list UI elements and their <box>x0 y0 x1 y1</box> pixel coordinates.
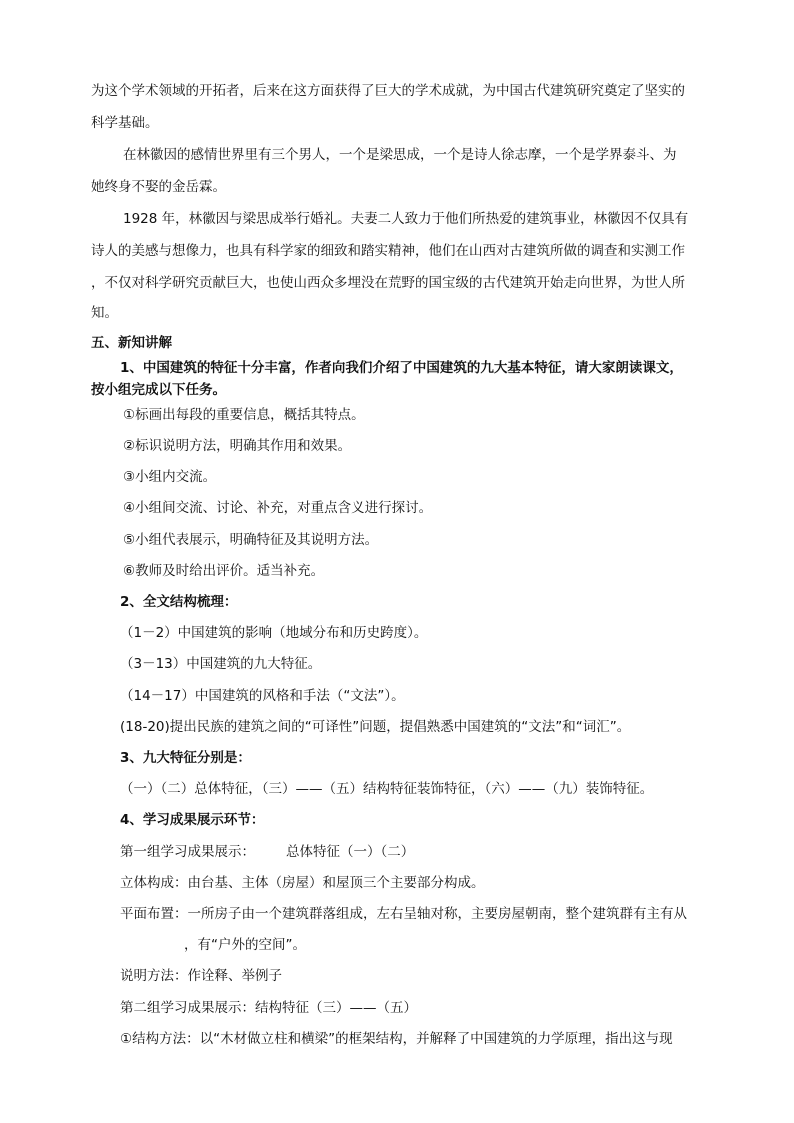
item3-heading: 3、九大特征分别是： <box>120 750 251 766</box>
task-item: ②标识说明方法，明确其作用和效果。 <box>123 438 352 454</box>
structure-method-line: ①结构方法：以“木材做立柱和横梁”的框架结构，并解释了中国建筑的力学原理，指出这与现 <box>120 1031 673 1047</box>
plan-line-2: ，有“户外的空间”。 <box>184 937 306 953</box>
intro-line-2: 科学基础。 <box>91 115 159 131</box>
item2-heading: 2、全文结构梳理： <box>120 594 238 610</box>
para-men-line-1: 在林徽因的感情世界里有三个男人，一个是梁思成，一个是诗人徐志摩，一个是学界泰斗、为 <box>123 147 677 163</box>
group1-value: 总体特征（一）（二） <box>286 844 415 860</box>
group2-line: 第二组学习成果展示：结构特征（三）——（五） <box>120 1000 417 1016</box>
method-line: 说明方法：作诠释、举例子 <box>120 968 282 984</box>
structure-item: （14－17）中国建筑的风格和手法（“文法”）。 <box>120 688 405 704</box>
group1-label: 第一组学习成果展示： <box>120 844 255 860</box>
item1-line-2: 按小组完成以下任务。 <box>91 382 226 398</box>
task-item: ③小组内交流。 <box>123 469 217 485</box>
para-1928-line-2: 诗人的美感与想像力，也具有科学家的细致和踏实精神，他们在山西对古建筑所做的调查和实测工作 <box>91 243 685 259</box>
para-men-line-2: 她终身不娶的金岳霖。 <box>91 179 226 195</box>
item1-line-1: 1、中国建筑的特征十分丰富，作者向我们介绍了中国建筑的九大基本特征，请大家朗读课文， <box>120 360 683 376</box>
plan-line-1: 平面布置：一所房子由一个建筑群落组成，左右呈轴对称，主要房屋朝南，整个建筑群有主有从 <box>120 906 687 922</box>
structure-item: （3－13）中国建筑的九大特征。 <box>120 656 322 672</box>
section-heading: 五、新知讲解 <box>91 335 172 351</box>
task-item: ⑥教师及时给出评价。适当补充。 <box>123 563 325 579</box>
para-1928-line-3: ，不仅对科学研究贡献巨大，也使山西众多埋没在荒野的国宝级的古代建筑开始走向世界，为世人所 <box>91 275 685 291</box>
task-item: ④小组间交流、讨论、补充，对重点含义进行探讨。 <box>123 500 433 516</box>
structure-item: （1－2）中国建筑的影响（地域分布和历史跨度）。 <box>120 625 428 641</box>
item4-heading: 4、学习成果展示环节： <box>120 812 265 828</box>
features-line: （一）（二）总体特征，（三）——（五）结构特征装饰特征，（六）——（九）装饰特征。 <box>120 781 654 797</box>
intro-line-1: 为这个学术领域的开拓者，后来在这方面获得了巨大的学术成就，为中国古代建筑研究奠定了坚实的 <box>91 83 685 99</box>
structure-item: (18-20)提出民族的建筑之间的“可译性”问题，提倡熟悉中国建筑的“文法”和“词汇”。 <box>120 719 631 735</box>
solid-composition: 立体构成：由台基、主体（房屋）和屋顶三个主要部分构成。 <box>120 875 485 891</box>
task-item: ⑤小组代表展示，明确特征及其说明方法。 <box>123 532 379 548</box>
para-1928-line-1: 1928 年，林徽因与梁思成举行婚礼。夫妻二人致力于他们所热爱的建筑事业，林徽因不仅具有 <box>123 211 689 227</box>
para-1928-line-4: 知。 <box>91 305 118 321</box>
task-item: ①标画出每段的重要信息，概括其特点。 <box>123 407 365 423</box>
